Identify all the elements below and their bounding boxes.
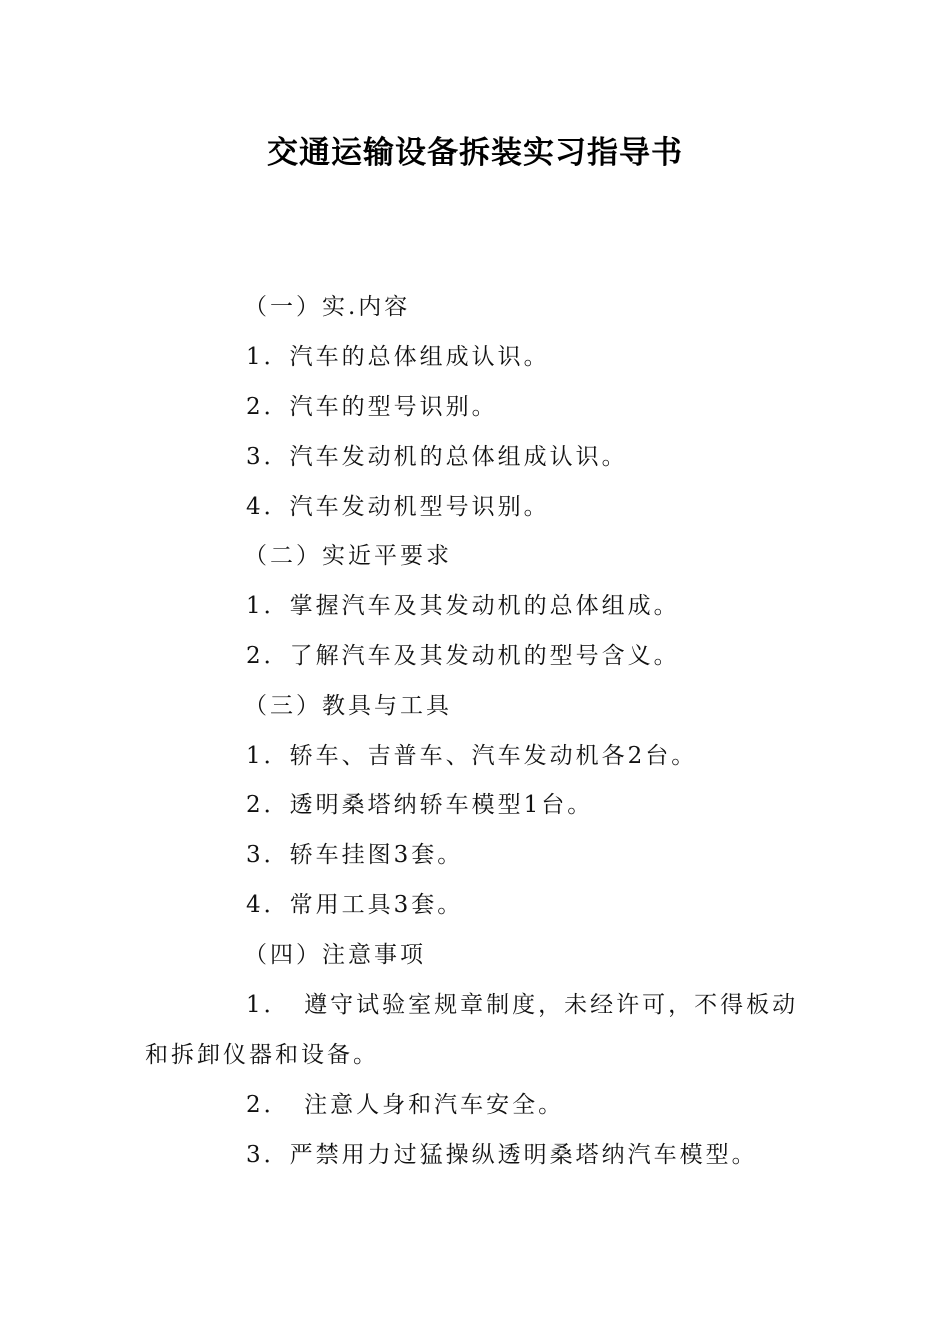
list-item: 1．掌握汽车及其发动机的总体组成。	[246, 593, 680, 619]
section-heading-notes: （四）注意事项	[244, 942, 426, 968]
list-item: 4．常用工具3套。	[246, 892, 464, 918]
section-heading-requirements: （二）实近平要求	[244, 543, 452, 569]
section-heading-content: （一）实.内容	[244, 294, 411, 320]
list-item: 2． 注意人身和汽车安全。	[246, 1092, 565, 1118]
list-item: 3．轿车挂图3套。	[246, 842, 464, 868]
list-item: 2．透明桑塔纳轿车模型1台。	[246, 792, 594, 818]
list-item: 2．了解汽车及其发动机的型号含义。	[246, 643, 680, 669]
list-item: 2．汽车的型号识别。	[246, 394, 498, 420]
list-item: 1．轿车、吉普车、汽车发动机各2台。	[246, 743, 698, 769]
list-item: 3．严禁用力过猛操纵透明桑塔纳汽车模型。	[246, 1142, 758, 1168]
section-heading-tools: （三）教具与工具	[244, 693, 452, 719]
list-item-continuation: 和拆卸仪器和设备。	[145, 1042, 379, 1068]
list-item: 4．汽车发动机型号识别。	[246, 494, 550, 520]
list-item: 1．汽车的总体组成认识。	[246, 344, 550, 370]
document-title: 交通运输设备拆装实习指导书	[267, 135, 683, 171]
list-item: 3．汽车发动机的总体组成认识。	[246, 444, 628, 470]
list-item: 1． 遵守试验室规章制度，未经许可，不得板动	[246, 992, 799, 1018]
